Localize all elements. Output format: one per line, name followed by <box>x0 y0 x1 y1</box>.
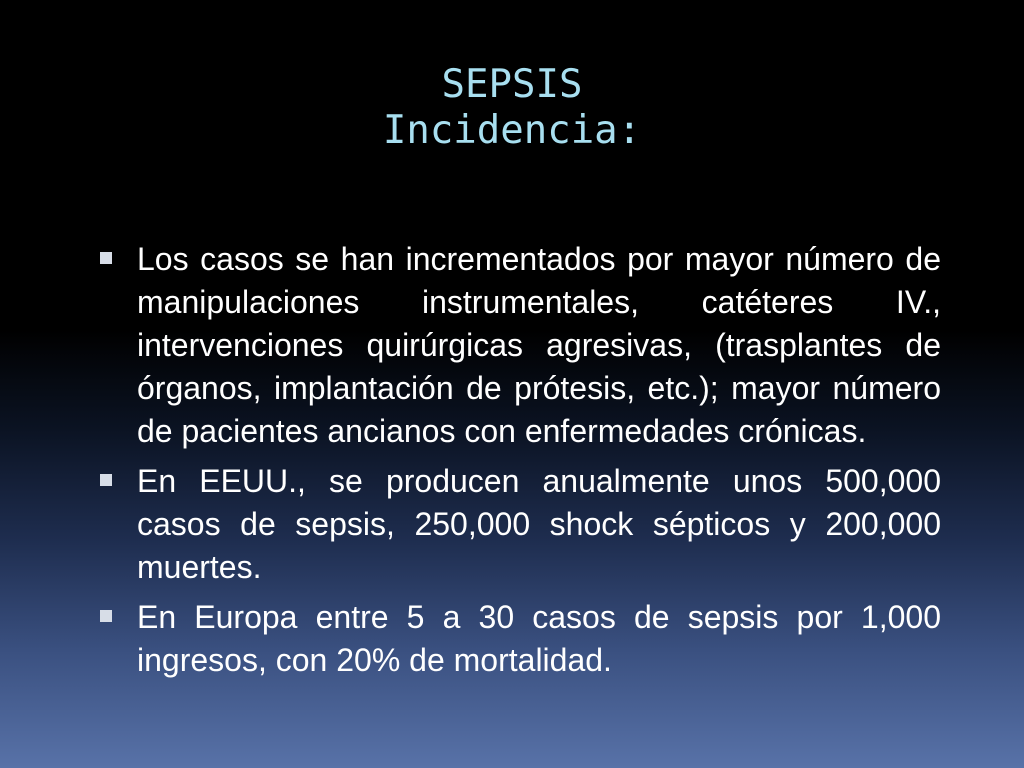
bullet-text: En EEUU., se producen anualmente unos 500,000 casos de sepsis, 250,000 shock sépticos y 200,000 muertes. <box>137 463 941 585</box>
slide-title-line-1: SEPSIS <box>441 62 583 107</box>
bullet-item <box>99 460 941 589</box>
bullet-item <box>99 596 941 682</box>
square-bullet-icon <box>100 610 112 622</box>
bullet-text: Los casos se han incrementados por mayor número de manipulaciones instrumentales, catéteres IV., intervenciones quirúrgicas agresivas, (trasplantes de órganos, implantación de prótesis, etc.); mayor número de pacientes ancianos con enfermedades crónicas. <box>137 241 941 449</box>
slide-title <box>0 62 1024 154</box>
square-bullet-icon <box>100 252 112 264</box>
bullet-text: En Europa entre 5 a 30 casos de sepsis por 1,000 ingresos, con 20% de mortalidad. <box>137 599 941 678</box>
square-bullet-icon <box>100 474 112 486</box>
bullet-list <box>99 238 941 689</box>
slide-title-line-2: Incidencia: <box>382 108 642 153</box>
bullet-item <box>99 238 941 453</box>
